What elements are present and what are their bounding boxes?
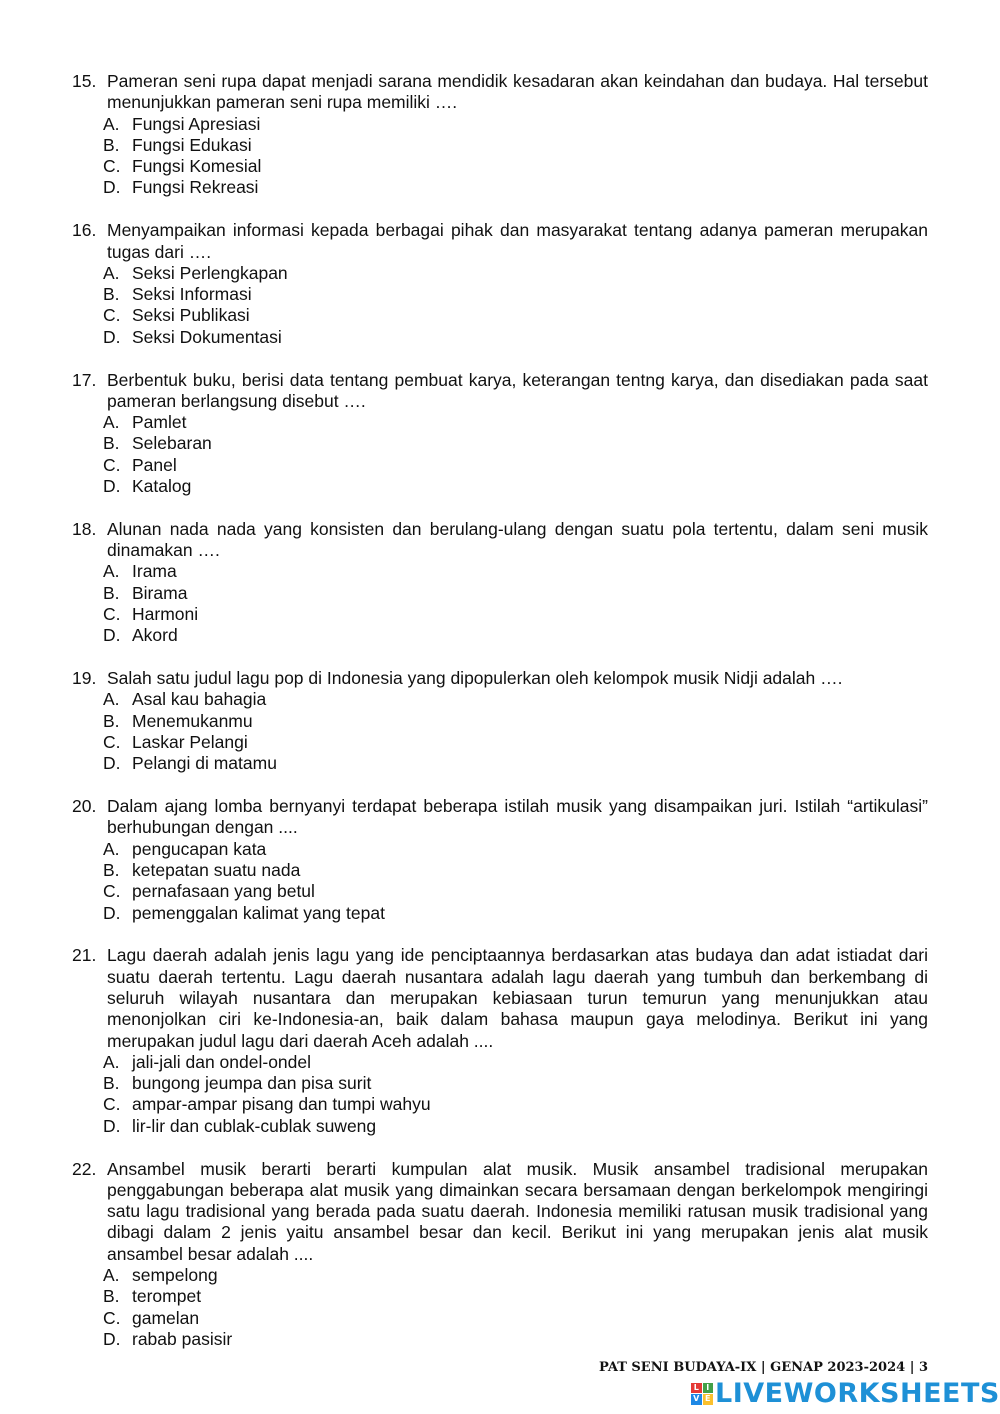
answer-option[interactable] xyxy=(72,177,928,198)
option-text: jali-jali dan ondel-ondel xyxy=(132,1051,312,1072)
option-letter: C. xyxy=(103,305,121,326)
option-letter: A. xyxy=(103,1265,120,1286)
option-text: bungong jeumpa dan pisa surit xyxy=(132,1073,372,1094)
option-letter: A. xyxy=(103,113,120,134)
question-item xyxy=(72,519,928,647)
option-text: Seksi Informasi xyxy=(132,284,252,305)
question-text: Salah satu judul lagu pop di Indonesia yang dipopulerkan oleh kelompok musik Nidji adalah …. xyxy=(107,668,843,689)
option-letter: D. xyxy=(103,625,121,646)
answer-option[interactable] xyxy=(72,903,928,924)
option-letter: C. xyxy=(103,454,121,475)
option-letter: D. xyxy=(103,476,121,497)
question-item xyxy=(72,220,928,348)
question-header xyxy=(72,519,928,562)
option-letter: C. xyxy=(103,1307,121,1328)
option-text: Asal kau bahagia xyxy=(132,689,267,710)
question-header xyxy=(72,370,928,413)
answer-option[interactable] xyxy=(72,881,928,902)
option-letter: B. xyxy=(103,134,120,155)
logo-letter: V xyxy=(691,1394,702,1405)
question-header xyxy=(72,71,928,114)
option-letter: B. xyxy=(103,1073,120,1094)
answer-option[interactable] xyxy=(72,561,928,582)
option-text: Panel xyxy=(132,454,177,475)
option-text: ampar-ampar pisang dan tumpi wahyu xyxy=(132,1094,431,1115)
answer-option[interactable] xyxy=(72,305,928,326)
answer-option[interactable] xyxy=(72,114,928,135)
question-text: Menyampaikan informasi kepada berbagai pihak dan masyarakat tentang adanya pameran merupakan tugas dari …. xyxy=(107,220,928,262)
option-text: lir-lir dan cublak-cublak suweng xyxy=(132,1115,377,1136)
option-text: pernafasaan yang betul xyxy=(132,881,315,902)
option-list xyxy=(72,263,928,348)
question-item xyxy=(72,370,928,498)
question-header xyxy=(72,220,928,263)
question-item xyxy=(72,796,928,924)
answer-option[interactable] xyxy=(72,1265,928,1286)
question-number: 20. xyxy=(72,796,97,817)
option-text: Seksi Dokumentasi xyxy=(132,326,282,347)
option-list xyxy=(72,689,928,774)
answer-option[interactable] xyxy=(72,689,928,710)
question-text: Berbentuk buku, berisi data tentang pembuat karya, keterangan tentng karya, dan disediakan pada saat pameran berlangsung disebut …. xyxy=(107,369,928,411)
option-letter: A. xyxy=(103,262,120,283)
liveworksheets-brand xyxy=(691,1378,1000,1409)
logo-letter: I xyxy=(703,1383,714,1394)
option-letter: C. xyxy=(103,156,121,177)
answer-option[interactable] xyxy=(72,156,928,177)
question-item xyxy=(72,668,928,774)
answer-option[interactable] xyxy=(72,327,928,348)
option-letter: A. xyxy=(103,838,120,859)
option-text: Fungsi Rekreasi xyxy=(132,177,259,198)
option-text: ketepatan suatu nada xyxy=(132,860,301,880)
option-letter: A. xyxy=(103,561,120,582)
answer-option[interactable] xyxy=(72,604,928,625)
answer-option[interactable] xyxy=(72,753,928,774)
question-header xyxy=(72,796,928,839)
question-header xyxy=(72,668,928,689)
question-item xyxy=(72,1159,928,1351)
option-list xyxy=(72,412,928,497)
option-list xyxy=(72,561,928,646)
option-letter: C. xyxy=(103,732,121,753)
option-text: gamelan xyxy=(132,1307,200,1328)
question-list xyxy=(72,71,928,1372)
question-header xyxy=(72,945,928,1051)
option-letter: D. xyxy=(103,902,121,923)
question-item xyxy=(72,71,928,199)
option-text: Pelangi di matamu xyxy=(132,753,277,774)
option-letter: B. xyxy=(103,433,120,454)
answer-option[interactable] xyxy=(72,412,928,433)
option-text: Menemukanmu xyxy=(132,710,253,731)
option-letter: D. xyxy=(103,1328,121,1349)
answer-option[interactable] xyxy=(72,263,928,284)
option-text: Fungsi Edukasi xyxy=(132,134,252,155)
option-letter: B. xyxy=(103,1286,120,1307)
question-number: 21. xyxy=(72,945,97,966)
question-header xyxy=(72,1159,928,1265)
option-letter: B. xyxy=(103,710,120,731)
question-text: Pameran seni rupa dapat menjadi sarana mendidik kesadaran akan keindahan dan budaya. Hal tersebut menunjukkan pameran seni rupa memiliki …. xyxy=(107,71,928,113)
option-list xyxy=(72,1265,928,1350)
option-text: Selebaran xyxy=(132,433,212,454)
answer-option[interactable] xyxy=(72,1329,928,1350)
question-number: 17. xyxy=(72,369,97,390)
option-letter: A. xyxy=(103,412,120,433)
question-number: 19. xyxy=(72,668,97,689)
answer-option[interactable] xyxy=(72,1073,928,1094)
option-letter: B. xyxy=(103,860,120,880)
option-letter: C. xyxy=(103,604,121,625)
option-letter: C. xyxy=(103,1094,121,1115)
answer-option[interactable] xyxy=(72,732,928,753)
question-number: 18. xyxy=(72,518,97,539)
question-number: 15. xyxy=(72,71,97,91)
option-letter: D. xyxy=(103,753,121,774)
liveworksheets-logo-icon xyxy=(691,1383,713,1405)
option-text: Seksi Perlengkapan xyxy=(132,262,288,283)
answer-option[interactable] xyxy=(72,625,928,646)
logo-letter: E xyxy=(703,1394,714,1405)
answer-option[interactable] xyxy=(72,711,928,732)
option-letter: A. xyxy=(103,689,120,710)
answer-option[interactable] xyxy=(72,1052,928,1073)
option-text: pemenggalan kalimat yang tepat xyxy=(132,902,385,923)
page-footer: PAT SENI BUDAYA-IX | GENAP 2023-2024 | 3 xyxy=(599,1360,928,1375)
question-text: Alunan nada nada yang konsisten dan berulang-ulang dengan suatu pola tertentu, dalam seni musik dinamakan …. xyxy=(107,518,928,561)
option-text: Irama xyxy=(132,561,177,582)
option-text: sempelong xyxy=(132,1265,218,1286)
option-text: Fungsi Komesial xyxy=(132,156,262,177)
option-list xyxy=(72,839,928,924)
option-letter: B. xyxy=(103,582,120,603)
option-text: Pamlet xyxy=(132,412,187,433)
option-letter: D. xyxy=(103,177,121,198)
answer-option[interactable] xyxy=(72,455,928,476)
option-text: rabab pasisir xyxy=(132,1328,233,1349)
option-letter: C. xyxy=(103,881,121,902)
question-item xyxy=(72,945,928,1137)
answer-option[interactable] xyxy=(72,135,928,156)
answer-option[interactable] xyxy=(72,839,928,860)
option-text: terompet xyxy=(132,1286,202,1307)
option-text: pengucapan kata xyxy=(132,838,267,859)
option-text: Akord xyxy=(132,625,178,646)
option-letter: B. xyxy=(103,284,120,305)
option-letter: D. xyxy=(103,326,121,347)
answer-option[interactable] xyxy=(72,1286,928,1307)
option-text: Seksi Publikasi xyxy=(132,305,250,326)
answer-option[interactable] xyxy=(72,476,928,497)
question-number: 16. xyxy=(72,220,97,241)
option-letter: D. xyxy=(103,1115,121,1136)
answer-option[interactable] xyxy=(72,1308,928,1329)
option-text: Laskar Pelangi xyxy=(132,732,248,753)
option-letter: A. xyxy=(103,1051,120,1072)
option-text: Birama xyxy=(132,582,188,603)
option-list xyxy=(72,1052,928,1137)
question-text: Ansambel musik berarti berarti kumpulan alat musik. Musik ansambel tradisional merupakan penggabungan beberapa alat musik yang dimainkan secara bersamaan dengan berkelompok mengiringi satu lagu tradisional yang berada pada suatu daerah. Indonesia memiliki ratusan musik tradisional yang dibagi dalam 2 jenis yaitu ansambel besar dan kecil. Berikut ini yang merupakan jenis alat musik ansambel besar adalah .... xyxy=(107,1158,928,1264)
answer-option[interactable] xyxy=(72,284,928,305)
answer-option[interactable] xyxy=(72,1116,928,1137)
option-list xyxy=(72,114,928,199)
logo-letter: L xyxy=(691,1383,702,1394)
question-text: Dalam ajang lomba bernyanyi terdapat beberapa istilah musik yang disampaikan juri. Istilah “artikulasi” berhubungan dengan .... xyxy=(107,796,928,838)
option-text: Fungsi Apresiasi xyxy=(132,113,261,134)
option-text: Harmoni xyxy=(132,604,199,625)
brand-name: LIVEWORKSHEETS xyxy=(715,1378,1000,1409)
answer-option[interactable] xyxy=(72,860,928,881)
answer-option[interactable] xyxy=(72,1094,928,1115)
answer-option[interactable] xyxy=(72,433,928,454)
answer-option[interactable] xyxy=(72,583,928,604)
option-text: Katalog xyxy=(132,476,192,497)
question-number: 22. xyxy=(72,1158,97,1179)
question-text: Lagu daerah adalah jenis lagu yang ide penciptaannya berdasarkan atas budaya dan adat istiadat dari suatu daerah tertentu. Lagu daerah nusantara adalah lagu daerah yang tumbuh dan berkembang di seluruh wilayah nusantara dan merupakan kebiasaan turun temurun yang menunjukkan atau menonjolkan ciri ke-Indonesia-an, baik dalam bahasa maupun gaya melodinya. Berikut ini yang merupakan judul lagu dari daerah Aceh adalah .... xyxy=(107,945,928,1051)
